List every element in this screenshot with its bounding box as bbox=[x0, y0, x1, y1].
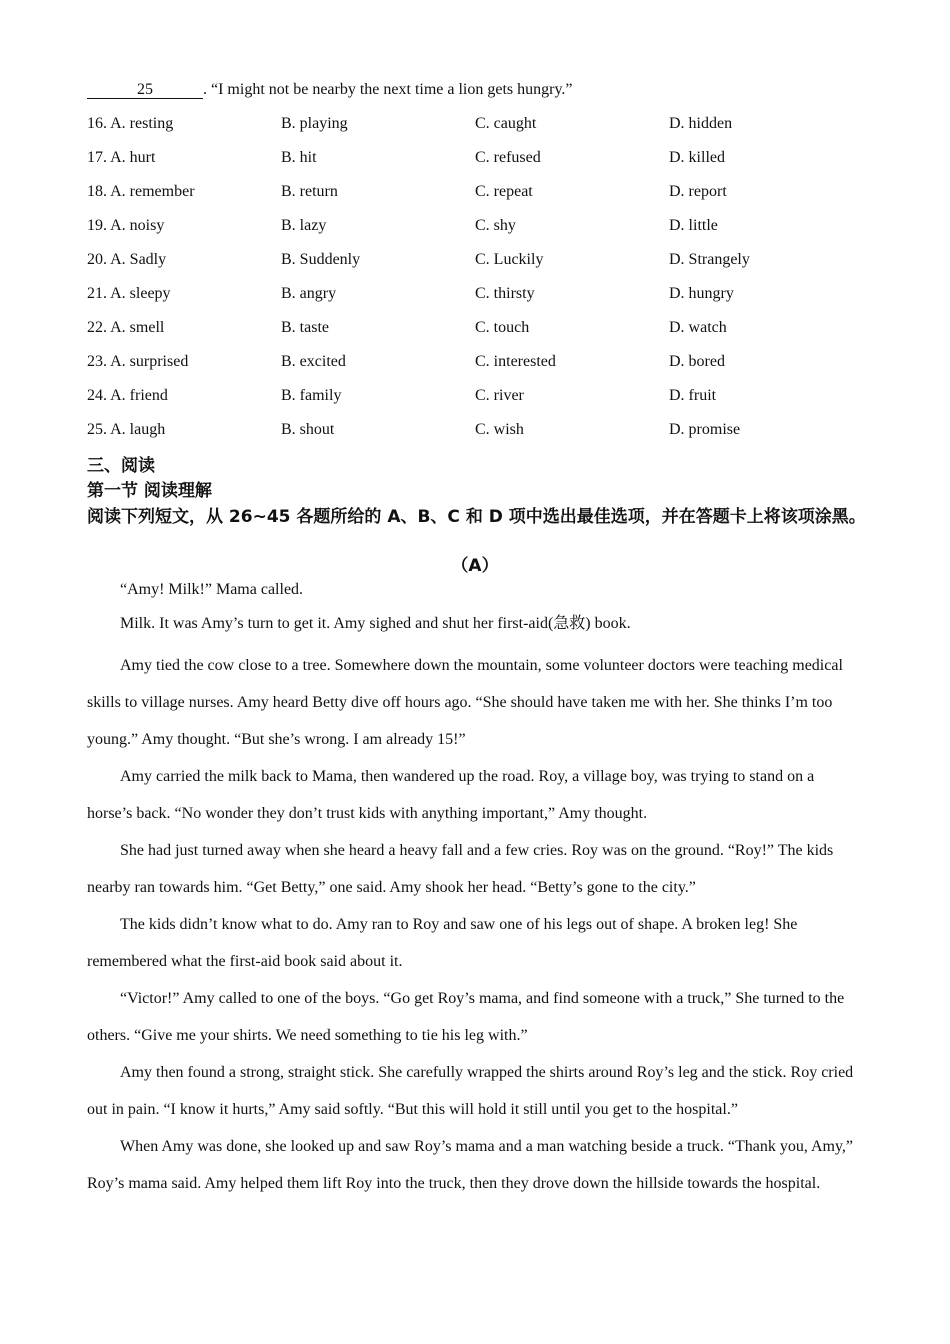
option-b: B. return bbox=[281, 183, 338, 200]
option-row bbox=[87, 284, 867, 318]
option-d: D. fruit bbox=[669, 387, 717, 404]
option-a: 20. A. Sadly bbox=[87, 251, 167, 268]
option-row bbox=[87, 182, 867, 216]
option-b: B. lazy bbox=[281, 217, 327, 234]
option-c: C. caught bbox=[475, 115, 537, 132]
option-b: B. playing bbox=[281, 115, 348, 132]
option-a: 22. A. smell bbox=[87, 319, 165, 336]
option-row bbox=[87, 114, 867, 148]
option-a: 23. A. surprised bbox=[87, 353, 189, 370]
option-a: 19. A. noisy bbox=[87, 217, 165, 234]
option-d: D. little bbox=[669, 217, 718, 234]
option-c: C. interested bbox=[475, 353, 556, 370]
paragraph: She had just turned away when she heard a heavy fall and a few cries. Roy was on the ground. “Roy!” The kids nearby ran towards him. “Get Betty,” one said. Amy shook her head. “Betty’s gone to the city.” bbox=[87, 842, 834, 896]
option-a: 25. A. laugh bbox=[87, 421, 166, 438]
option-a: 17. A. hurt bbox=[87, 149, 156, 166]
option-c: C. touch bbox=[475, 319, 530, 336]
paragraph: Amy tied the cow close to a tree. Somewhere down the mountain, some volunteer doctors were teaching medical skills to village nurses. Amy heard Betty dive off hours ago. “She should have taken me with her. She thinks I’m too young.” Amy thought. “But she’s wrong. I am already 15!” bbox=[87, 657, 843, 748]
question-25-text: . “I might not be nearby the next time a lion gets hungry.” bbox=[203, 81, 573, 98]
paragraph: Amy carried the milk back to Mama, then wandered up the road. Roy, a village boy, was trying to stand on a horse’s back. “No wonder they don’t trust kids with anything important,” Amy thought. bbox=[87, 768, 815, 822]
option-a: 18. A. remember bbox=[87, 183, 195, 200]
option-row bbox=[87, 148, 867, 182]
option-b: B. Suddenly bbox=[281, 251, 361, 268]
option-d: D. bored bbox=[669, 353, 725, 370]
option-b: B. excited bbox=[281, 353, 346, 370]
cloze-options bbox=[87, 114, 867, 454]
option-d: D. report bbox=[669, 183, 727, 200]
option-c: C. repeat bbox=[475, 183, 533, 200]
paragraph: When Amy was done, she looked up and saw Roy’s mama and a man watching beside a truck. “Thank you, Amy,” Roy’s mama said. Amy helped them lift Roy into the truck, then they drove down the hillside towards the hospital. bbox=[87, 1138, 854, 1192]
option-d: D. killed bbox=[669, 149, 725, 166]
option-c: C. refused bbox=[475, 149, 541, 166]
subsection-title: 第一节 阅读理解 bbox=[87, 481, 212, 501]
paragraph: Amy then found a strong, straight stick. She carefully wrapped the shirts around Roy’s leg and the stick. Roy cried out in pain. “I know it hurts,” Amy said softly. “But this will hold it still until you get to the hospital.” bbox=[87, 1064, 854, 1118]
passage-label: （A） bbox=[451, 556, 499, 576]
option-b: B. hit bbox=[281, 149, 317, 166]
option-d: D. hungry bbox=[669, 285, 734, 302]
instructions: 阅读下列短文，从 26~45 各题所给的 A、B、C 和 D 项中选出最佳选项，并在答题卡上将该项涂黑。 bbox=[87, 507, 866, 527]
option-a: 16. A. resting bbox=[87, 115, 174, 132]
question-25-line bbox=[87, 80, 573, 100]
paragraph: “Victor!” Amy called to one of the boys. “Go get Roy’s mama, and find someone with a truck,” She turned to the others. “Give me your shirts. We need something to tie his leg with.” bbox=[87, 990, 845, 1044]
option-b: B. taste bbox=[281, 319, 329, 336]
paragraph: Milk. It was Amy’s turn to get it. Amy sighed and shut her first-aid(急救) book. bbox=[120, 615, 631, 632]
option-row bbox=[87, 386, 867, 420]
option-d: D. Strangely bbox=[669, 251, 750, 268]
reading-passage bbox=[87, 579, 857, 1202]
option-d: D. hidden bbox=[669, 115, 733, 132]
option-c: C. wish bbox=[475, 421, 524, 438]
section-title: 三、阅读 bbox=[87, 456, 155, 476]
option-b: B. family bbox=[281, 387, 342, 404]
option-c: C. shy bbox=[475, 217, 516, 234]
option-a: 21. A. sleepy bbox=[87, 285, 171, 302]
option-row bbox=[87, 318, 867, 352]
option-row bbox=[87, 216, 867, 250]
paragraph: The kids didn’t know what to do. Amy ran to Roy and saw one of his legs out of shape. A broken leg! She remembered what the first-aid book said about it. bbox=[87, 916, 798, 970]
option-b: B. angry bbox=[281, 285, 337, 302]
option-row bbox=[87, 352, 867, 386]
option-a: 24. A. friend bbox=[87, 387, 168, 404]
option-row bbox=[87, 420, 867, 454]
option-d: D. promise bbox=[669, 421, 741, 438]
option-c: C. thirsty bbox=[475, 285, 535, 302]
answer-blank-25: 25 bbox=[87, 81, 203, 99]
option-b: B. shout bbox=[281, 421, 335, 438]
option-d: D. watch bbox=[669, 319, 727, 336]
paragraph: “Amy! Milk!” Mama called. bbox=[120, 581, 304, 598]
option-c: C. Luckily bbox=[475, 251, 544, 268]
option-row bbox=[87, 250, 867, 284]
option-c: C. river bbox=[475, 387, 524, 404]
